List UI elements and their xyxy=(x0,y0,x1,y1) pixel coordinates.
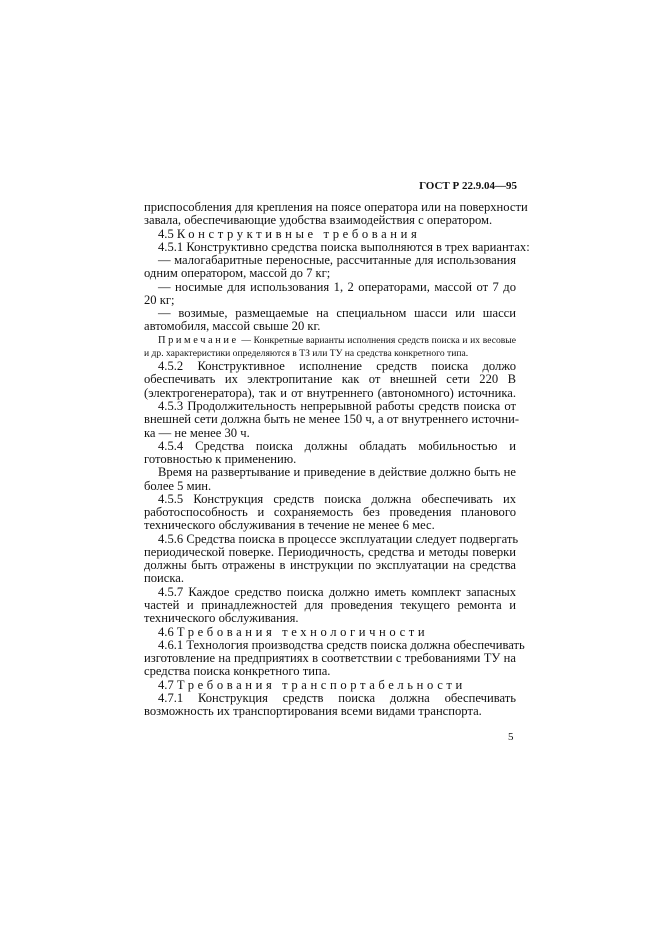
text-line: технического обслуживания в течение не менее 6 мес. xyxy=(144,518,435,533)
section-title: Требования технологичности xyxy=(176,624,429,639)
text-line: частей и принадлежностей для проведения текущего ремонта и xyxy=(144,597,516,612)
note xyxy=(144,334,516,361)
text-line: периодической поверке. Периодичность, средства и методы поверки xyxy=(144,544,516,559)
section-heading-4-5 xyxy=(144,228,516,241)
text-line: — возимые, размещаемые на специальном шасси или шасси xyxy=(158,306,516,321)
text-line: 4.5.3 Продолжительность непрерывной работы средств поиска от xyxy=(158,398,516,413)
document-body xyxy=(144,200,530,719)
text-line: 4.6.1 Технология производства средств поиска должна обеспечивать xyxy=(158,637,525,652)
paragraph-4-7-1 xyxy=(144,692,516,719)
text-line: приспособления для крепления на поясе оператора или на поверхности xyxy=(144,200,528,214)
text-line: поиска. xyxy=(144,571,185,586)
text-line: внешней сети должна быть не менее 150 ч, а от внутреннего источни- xyxy=(144,412,520,427)
text-line: 4.7.1 Конструкция средств поиска должна обеспечивать xyxy=(158,690,516,705)
list-item xyxy=(144,254,516,281)
text-line: ка — не менее 30 ч. xyxy=(144,425,250,440)
text-line: более 5 мин. xyxy=(144,478,212,493)
text-line: 4.5.5 Конструкция средств поиска должна обеспечивать их xyxy=(158,491,516,506)
text-line: 4.5.2 Конструктивное исполнение средств поиска должо xyxy=(158,359,516,374)
paragraph-4-5-7 xyxy=(144,586,516,626)
paragraph-time xyxy=(144,466,516,493)
text-line: 20 кг; xyxy=(144,292,175,307)
list-item xyxy=(144,281,516,308)
paragraph-continuation xyxy=(144,200,528,228)
text-line: — носимые для использования 1, 2 операторами, массой от 7 до xyxy=(158,279,516,294)
paragraph-4-5-1 xyxy=(144,239,530,254)
text-line: технического обслуживания. xyxy=(144,611,299,626)
text-line: 4.5.7 Каждое средство поиска должно иметь комплект запасных xyxy=(158,584,516,599)
text-line: Время на развертывание и приведение в действие должно быть не xyxy=(158,465,516,480)
text-line: 4.5.4 Средства поиска должны обладать мобильностью и xyxy=(158,438,516,453)
note-label: Примечание xyxy=(158,334,239,346)
text-line: должны быть отражены в инструкции по эксплуатации на средства xyxy=(144,558,516,573)
text-line xyxy=(144,334,516,347)
text-line: готовностью к применению. xyxy=(144,452,297,467)
text-line: 4.5.1 Конструктивно средства поиска выполняются в трех вариантах: xyxy=(158,239,530,254)
text-line: завала, обеспечивающие удобства взаимодействия с оператором. xyxy=(144,213,493,228)
section-heading-4-6 xyxy=(144,626,516,639)
paragraph-4-5-6 xyxy=(144,531,519,586)
text-line: — малогабаритные переносные, рассчитанные для использования xyxy=(158,253,516,268)
note-text: — Конкретные варианты исполнения средств поиска и их весовые xyxy=(241,334,516,346)
text-line: 4.5.6 Средства поиска в процессе эксплуатации следует подвергать xyxy=(158,531,519,546)
text-line: обеспечивать их электропитание как от внешней сети 220 В xyxy=(144,372,516,387)
paragraph-4-5-2 xyxy=(144,360,516,400)
paragraph-4-5-4 xyxy=(144,440,516,467)
text-line: работоспособность и сохраняемость без проведения планового xyxy=(144,505,516,520)
paragraph-4-5-5 xyxy=(144,493,516,533)
section-number: 4.6 xyxy=(158,624,174,639)
text-line: изготовление на предприятиях в соответствии с требованиями ТУ на xyxy=(144,651,516,666)
paragraph-4-5-3 xyxy=(144,398,520,440)
text-line: возможность их транспортирования всеми видами транспорта. xyxy=(144,704,482,719)
text-line: (электрогенератора), так и от внутреннего (автономного) источника. xyxy=(144,385,516,400)
page-number: 5 xyxy=(508,731,514,743)
text-line: автомобиля, массой свыше 20 кг. xyxy=(144,319,321,334)
text-line: средства поиска конкретного типа. xyxy=(144,664,331,679)
section-title: Требования транспортабельности xyxy=(176,677,466,692)
section-title: Конструктивные требования xyxy=(176,226,421,241)
list-item xyxy=(144,307,516,334)
paragraph-4-6-1 xyxy=(144,637,525,679)
text-line: одним оператором, массой до 7 кг; xyxy=(144,266,331,281)
section-number: 4.7 xyxy=(158,677,174,692)
section-number: 4.5 xyxy=(158,226,174,241)
document-header: ГОСТ Р 22.9.04—95 xyxy=(419,180,517,192)
text-line: и др. характеристики определяются в ТЗ или ТУ на средства конкретного типа. xyxy=(144,347,469,359)
section-heading-4-7 xyxy=(144,679,516,692)
